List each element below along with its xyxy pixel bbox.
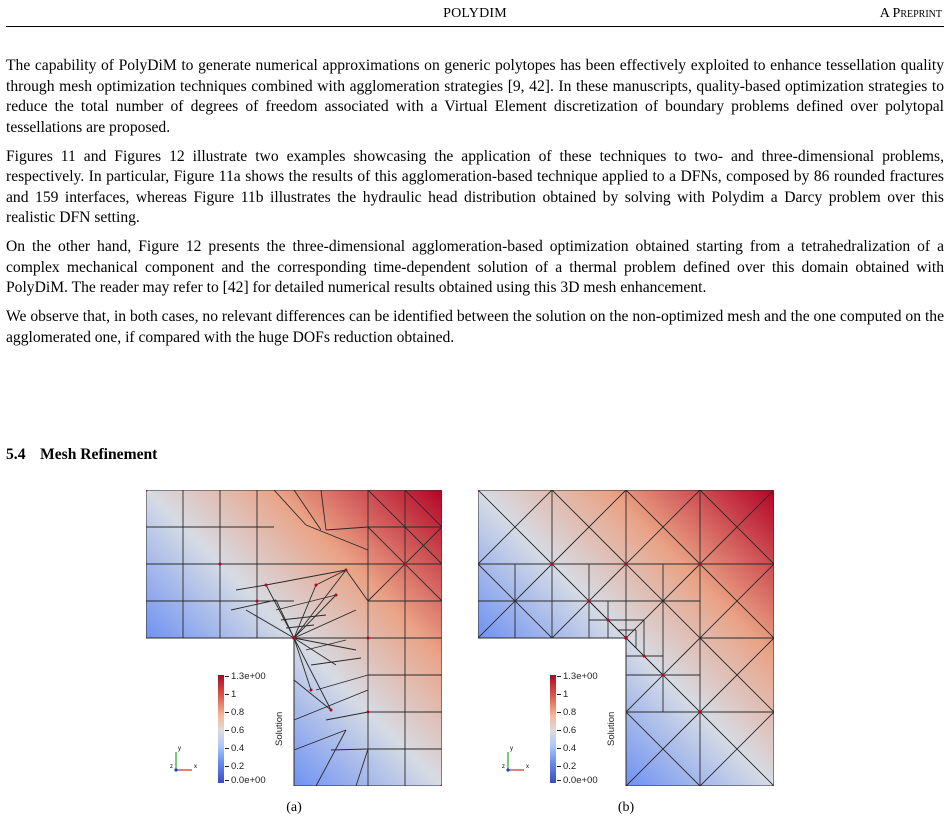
running-label: A Preprint: [879, 6, 942, 21]
colorbar-tick: 1: [557, 690, 568, 700]
axis-label-x: x: [526, 764, 529, 770]
axes-icon: [170, 746, 200, 776]
axis-label-z: z: [502, 764, 505, 770]
colorbar-gradient: [550, 675, 556, 783]
colorbar-tick: 0.6: [557, 726, 576, 736]
paragraph: The capability of PolyDiM to generate numerical approximations on generic polytopes has been effectively exploited to enhance tessellation quality through mesh optimization techniques combined with agglomeration strategies [9, 42]. In these manuscripts, quality-based optimization strategies to reduce the total number of degrees of freedom associated with a Virtual Element discretization of boundary problems defined over polytopal tessellations are proposed.: [6, 57, 944, 136]
axis-label-y: y: [178, 746, 181, 752]
subcaption-b: (b): [617, 800, 635, 815]
colorbar-tick: 1: [225, 690, 236, 700]
colorbar-tick: 0.2: [225, 762, 244, 772]
section-number: 5.4: [6, 446, 26, 463]
axes-icon: [502, 746, 532, 776]
paragraph: We observe that, in both cases, no relevant differences can be identified between the solution on the non-optimized mesh and the one computed on the agglomerated one, if compared with the huge DOFs reduction obtained.: [6, 308, 944, 346]
axis-label-z: z: [170, 764, 173, 770]
axes-triad-a: [170, 746, 200, 776]
section-heading: [6, 446, 157, 464]
colorbar-a: [218, 672, 308, 792]
colorbar-gradient: [218, 675, 224, 783]
colorbar-tick: 1.3e+00: [557, 672, 598, 682]
section-title: Mesh Refinement: [40, 446, 158, 463]
colorbar-tick: 0.4: [557, 744, 576, 754]
colorbar-tick: 0.4: [225, 744, 244, 754]
axis-label-x: x: [194, 764, 197, 770]
body-text: [6, 56, 944, 357]
colorbar-tick: 0.6: [225, 726, 244, 736]
colorbar-tick: 1.3e+00: [225, 672, 266, 682]
paragraph: On the other hand, Figure 12 presents the three-dimensional agglomeration-based optimization obtained starting from a tetrahedralization of a complex mechanical component and the corresponding time-dependent solution of a thermal problem defined over this domain obtained with PolyDiM. The reader may refer to [42] for detailed numerical results obtained using this 3D mesh enhancement.: [6, 238, 944, 296]
axis-label-y: y: [510, 746, 513, 752]
colorbar-title: Solution: [606, 711, 617, 746]
colorbar-title: Solution: [274, 711, 285, 746]
colorbar-tick: 0.2: [557, 762, 576, 772]
running-title: POLYDIM: [443, 6, 507, 21]
axes-triad-b: [502, 746, 532, 776]
colorbar-tick: 0.0e+00: [225, 776, 266, 786]
colorbar-tick: 0.8: [225, 708, 244, 718]
paragraph: Figures 11 and Figures 12 illustrate two examples showcasing the application of these techniques to two- and three-dimensional problems, respectively. In particular, Figure 11a shows the results of this agglomeration-based technique applied to a DFNs, composed by 86 rounded fractures and 159 interfaces, whereas Figure 11b illustrates the hydraulic head distribution obtained by solving with Polydim a Darcy problem over this realistic DFN setting.: [6, 147, 944, 226]
colorbar-tick: 0.8: [557, 708, 576, 718]
colorbar-tick: 0.0e+00: [557, 776, 598, 786]
running-header: [6, 6, 944, 27]
subcaption-a: (a): [286, 800, 302, 815]
colorbar-b: [550, 672, 640, 792]
